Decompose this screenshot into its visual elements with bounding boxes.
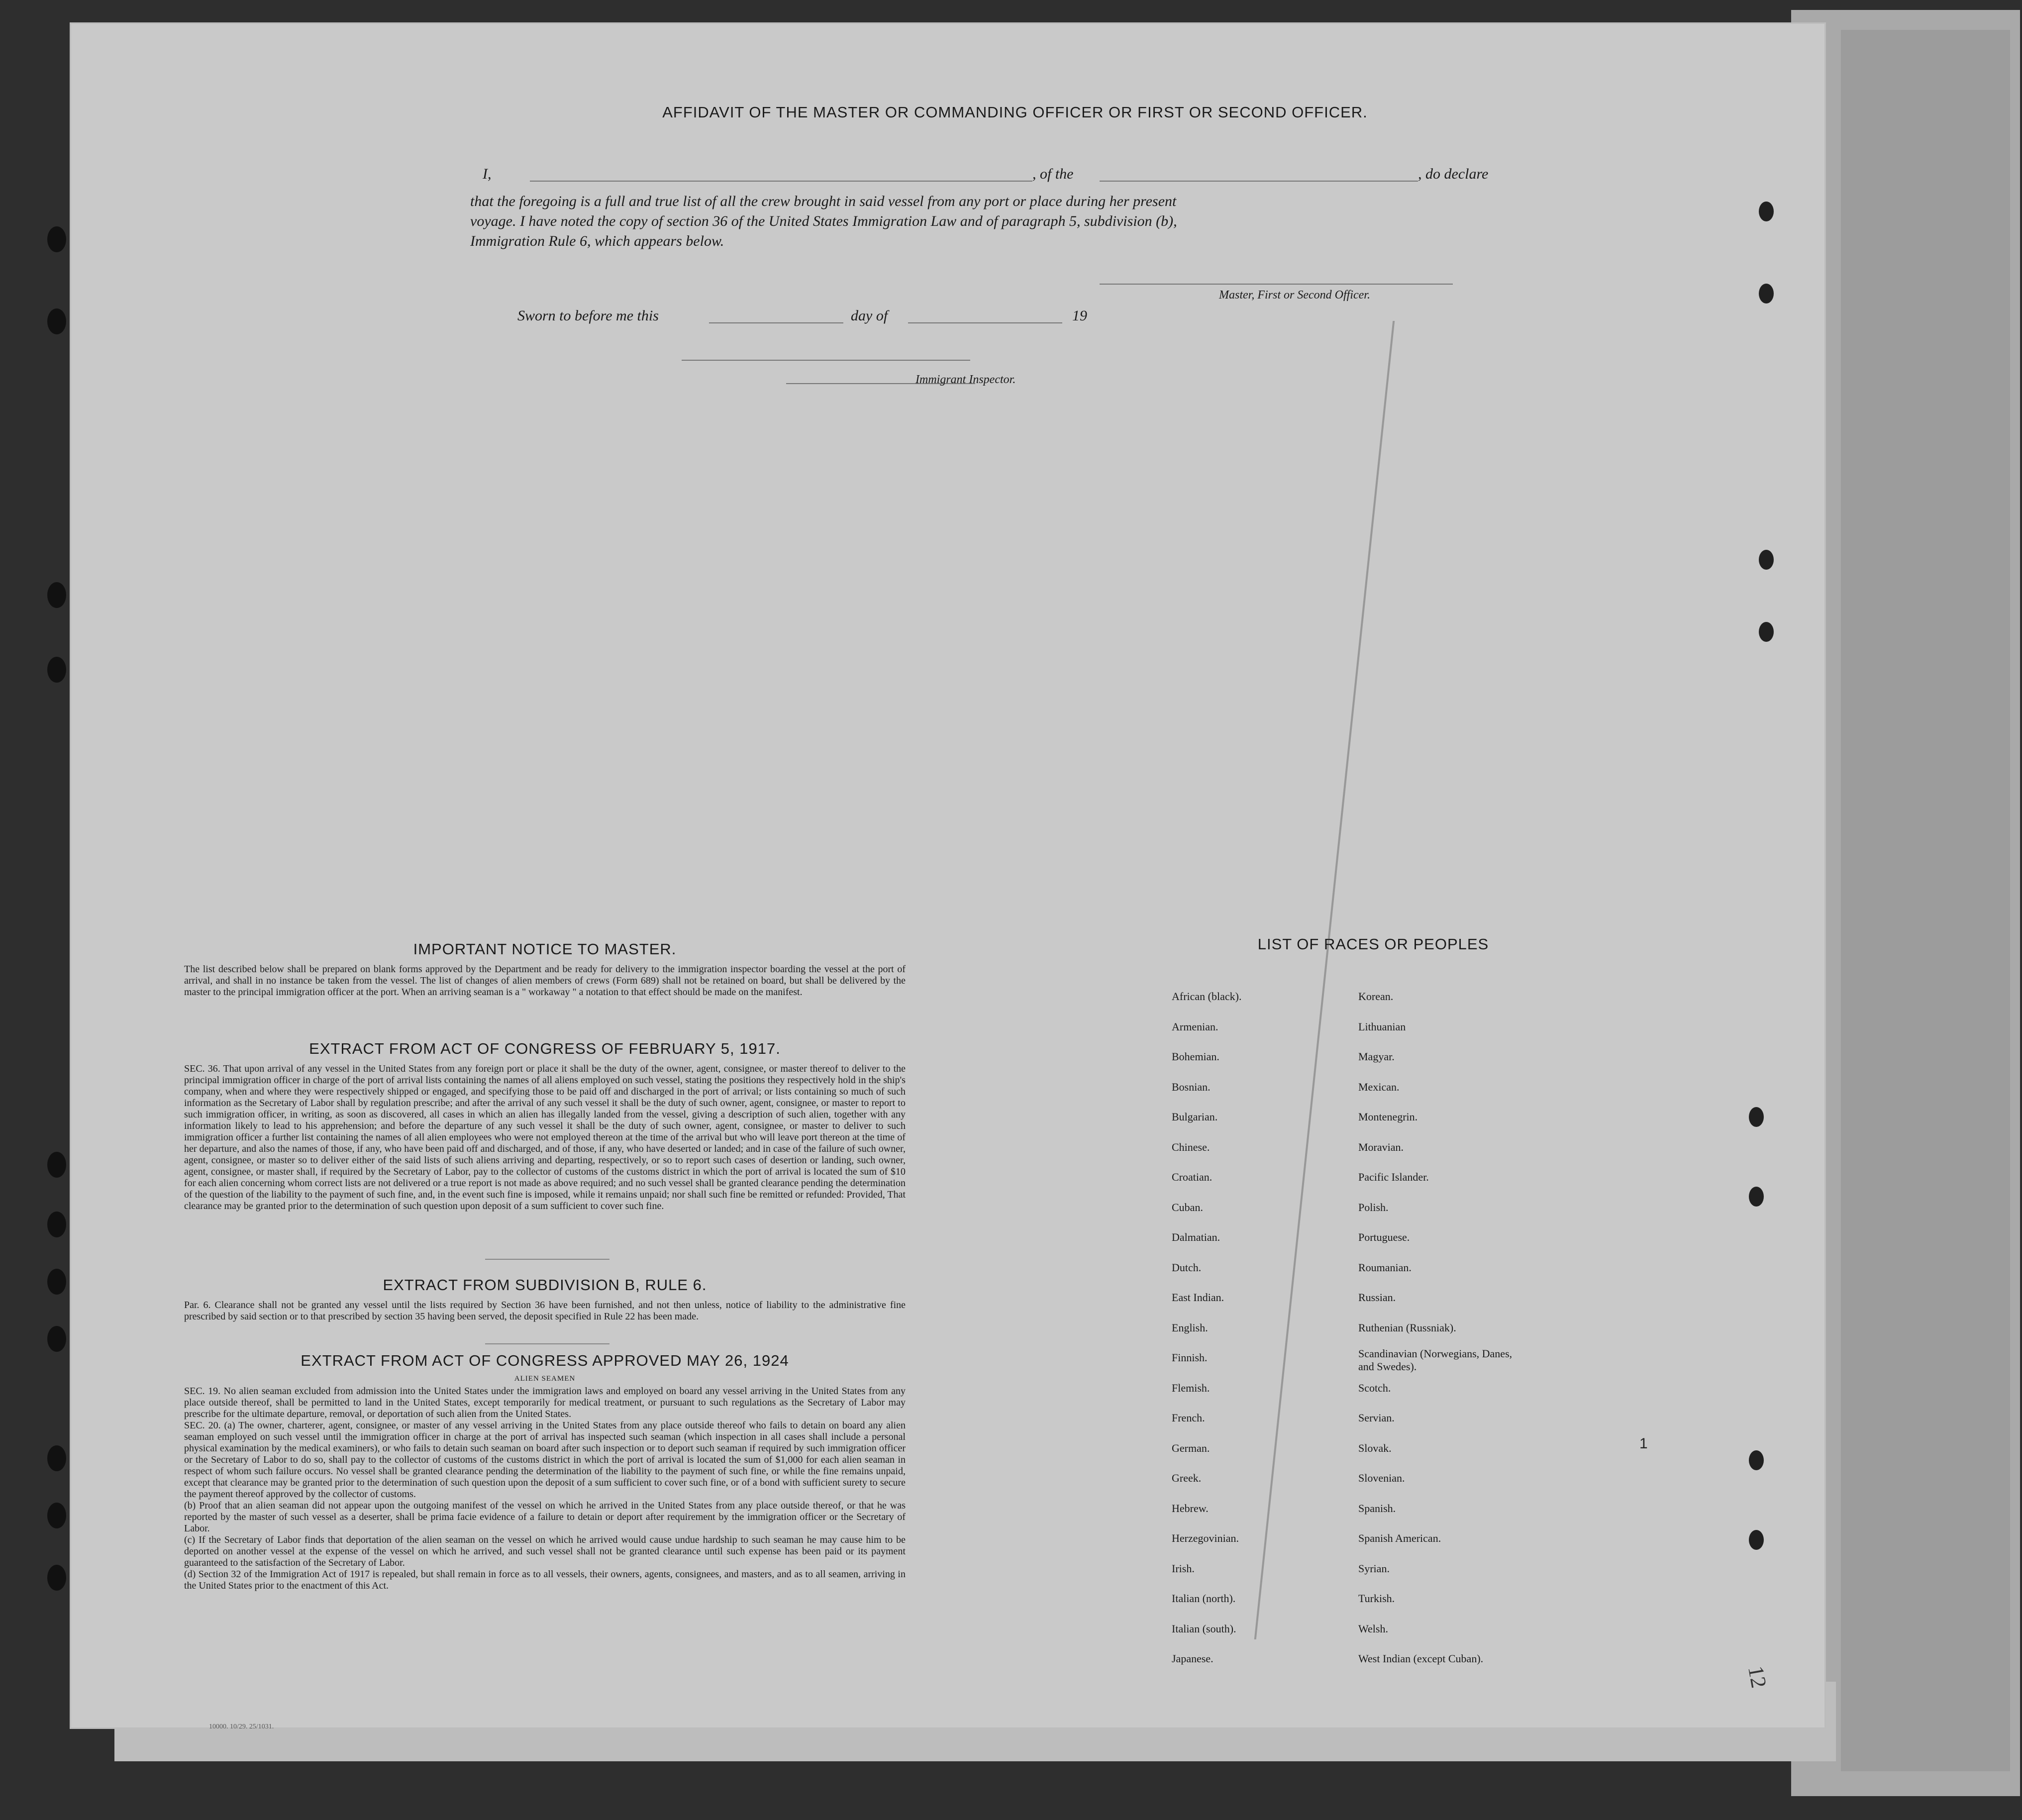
binder-hole (1759, 284, 1774, 303)
binder-hole (47, 1445, 66, 1471)
sworn-month-blank (908, 322, 1062, 323)
race-item: Russian. (1358, 1291, 1396, 1304)
race-item: Dalmatian. (1172, 1231, 1220, 1243)
binder-hole (47, 226, 66, 252)
race-item: Slovenian. (1358, 1472, 1405, 1484)
binder-hole (1749, 1107, 1764, 1127)
extract-1924-title: EXTRACT FROM ACT OF CONGRESS APPROVED MAY 26, 1924 (301, 1352, 789, 1369)
master-label: Master, First or Second Officer. (1219, 289, 1370, 302)
race-item: Moravian. (1358, 1140, 1404, 1153)
race-item: Croatian. (1172, 1171, 1213, 1183)
extract-1917-body: SEC. 36. That upon arrival of any vessel in the United States from any foreign port or place it shall be the duty of the owner, agent, consignee, or master thereof to deliver to the principal immigration officer in charge of the port of arrival lists containing the names of all aliens employed on such vessel, stating the positions they respectively hold in the ship's company, when and where they were respectively shipped or engaged, and specifying those to be paid off and discharged in the port of arrival; or lists containing so much of such information as the Secretary of Labor shall by regulation prescribe; and after the arrival of any such vessel it shall be the duty of such owner, agent, consignee, or master to report to such immigration officer, in writing, as soon as discovered, all cases in which an alien has illegally landed from the vessel, giving a description of such alien, together with any information likely to lead to his apprehension; and before the departure of any such vessel it shall be the duty of such owner, agent, consignee, or master to deliver to such immigration officer a further list containing the names of all alien employees who were not employed thereon at the time of the arrival but who will leave port thereon at the time of her departure, and also the names of those, if any, who have been paid off and discharged, and of those, if any, who have deserted or landed; and in case of the failure of such owner, agent, consignee, or master so to deliver either of the said lists of such aliens arriving and departing, respectively, or so to report such cases of desertion or landing, such owner, agent, consignee, or master shall, if required by the Secretary of Labor, pay to the collector of customs of the customs district in which the port of arrival is located the sum of $10 for each alien concerning whom correct lists are not delivered or a true report is not made as above required; and no such vessel shall be granted clearance pending the determination of the question of the liability to the payment of such fine, and, in the event such fine is imposed, while it remains unpaid; nor shall such fine be remitted or refunded: Provided, That clearance may be granted prior to the determination of such question upon deposit of a sum sufficient to cover such fine. (184, 1063, 906, 1212)
race-item: Italian (north). (1172, 1592, 1236, 1605)
race-item: Welsh. (1358, 1622, 1388, 1635)
inspector-label: Immigrant Inspector. (915, 373, 1016, 386)
race-item: Portuguese. (1358, 1231, 1410, 1243)
affidavit-i-label: I, (483, 166, 492, 182)
race-item: Syrian. (1358, 1562, 1390, 1575)
race-item: Herzegovinian. (1172, 1532, 1239, 1544)
race-item: Finnish. (1172, 1351, 1208, 1364)
race-item: Magyar. (1358, 1050, 1395, 1063)
race-item: East Indian. (1172, 1291, 1224, 1304)
race-item: English. (1172, 1321, 1208, 1334)
race-item: Mexican. (1358, 1080, 1400, 1093)
sworn-day-blank (709, 322, 843, 323)
name-blank (530, 181, 1032, 182)
race-item: Greek. (1172, 1472, 1202, 1484)
extract-1924-sec19: SEC. 19. No alien seaman excluded from admission into the United States under the immigration laws and employed on board any vessel arriving in the United States from any place outside thereof, shall be permitted to land in the United States, except temporarily for medical treatment, or pursuant to such regulations as the Secretary of Labor may prescribe for the ultimate departure, removal, or deportation of such alien from the United States. (184, 1386, 906, 1419)
affidavit-line-3: Immigration Rule 6, which appears below. (470, 233, 724, 249)
extract-1924-subtitle: ALIEN SEAMEN (514, 1375, 576, 1383)
race-item: Ruthenian (Russniak). (1358, 1321, 1456, 1334)
race-item: Bohemian. (1172, 1050, 1219, 1063)
race-item: Spanish American. (1358, 1532, 1441, 1544)
race-item: Japanese. (1172, 1652, 1213, 1665)
race-item: Armenian. (1172, 1020, 1218, 1033)
binder-hole (47, 1152, 66, 1178)
binder-hole (1759, 622, 1774, 642)
corner-mark: 1 (1639, 1435, 1648, 1452)
binder-hole (1749, 1450, 1764, 1470)
race-item: Servian. (1358, 1412, 1395, 1424)
race-item: Polish. (1358, 1201, 1389, 1213)
extract-1917-title: EXTRACT FROM ACT OF CONGRESS OF FEBRUARY 5, 1917. (309, 1040, 781, 1057)
binder-hole (1749, 1187, 1764, 1207)
extract-1924-sec20c: (c) If the Secretary of Labor finds that deportation of the alien seaman on the vessel on which he arrived would cause undue hardship to such seaman he may cause him to be deported on another vessel at the expense of the vessel on which he arrived, and such vessel shall not be granted clearance until such expense has been paid or its payment guaranteed to the satisfaction of the Secretary of Labor. (184, 1534, 906, 1568)
races-title: LIST OF RACES OR PEOPLES (1257, 935, 1489, 953)
affidavit-of-the-label: , of the (1032, 166, 1074, 182)
race-item: French. (1172, 1412, 1205, 1424)
binder-hole (1749, 1530, 1764, 1550)
race-item: West Indian (except Cuban). (1358, 1652, 1484, 1665)
race-item: Montenegrin. (1358, 1111, 1418, 1123)
race-item: Turkish. (1358, 1592, 1395, 1605)
race-item: Hebrew. (1172, 1502, 1209, 1515)
extract-1924-body (184, 1386, 906, 1592)
master-signature-line (1100, 284, 1453, 285)
sworn-label: Sworn to before me this (517, 307, 659, 324)
race-item: German. (1172, 1441, 1210, 1454)
extract-rule6-body: Par. 6. Clearance shall not be granted any vessel until the lists required by Section 36 have been furnished, and not then unless, notice of liability to the administrative fine prescribed by said section or to that prescribed by section 35 having been served, the deposit specified in Rule 22 has been made. (184, 1300, 906, 1322)
affidavit-title: AFFIDAVIT OF THE MASTER OR COMMANDING OFFICER OR FIRST OR SECOND OFFICER. (662, 103, 1368, 121)
race-item: Bosnian. (1172, 1080, 1211, 1093)
affidavit-line-1: that the foregoing is a full and true list of all the crew brought in said vessel from any port or place during her present (470, 193, 1177, 209)
vessel-blank (1100, 181, 1418, 182)
binder-hole (47, 582, 66, 608)
affidavit-line-2: voyage. I have noted the copy of section 36 of the United States Immigration Law and of paragraph 5, subdivision (b), (470, 213, 1177, 229)
binder-hole (1759, 550, 1774, 570)
binder-hole (47, 1565, 66, 1591)
race-item: Italian (south). (1172, 1622, 1236, 1635)
race-item: Spanish. (1358, 1502, 1396, 1515)
race-item: Slovak. (1358, 1441, 1392, 1454)
section-divider (485, 1259, 609, 1260)
binder-hole (47, 657, 66, 683)
section-divider (485, 1343, 609, 1344)
race-item: Irish. (1172, 1562, 1195, 1575)
underlying-page-right-2 (1841, 30, 2010, 1771)
notice-title: IMPORTANT NOTICE TO MASTER. (413, 940, 677, 958)
race-item: Pacific Islander. (1358, 1171, 1429, 1183)
extract-1924-sec20b: (b) Proof that an alien seaman did not appear upon the outgoing manifest of the vessel on which he arrived in the United States from any place outside thereof, or that he was reported by the master of such vessel as a deserter, shall be prima facie evidence of a failure to detain or deport after requirement by the immigration officer or the Secretary of Labor. (184, 1500, 906, 1534)
inspector-signature-line-1 (682, 360, 970, 361)
binder-hole (47, 1503, 66, 1528)
race-item: Scandinavian (Norwegians, Danes, and Swedes). (1358, 1347, 1513, 1373)
race-item: Lithuanian (1358, 1020, 1406, 1033)
year-label: 19 (1072, 307, 1087, 324)
race-item: Cuban. (1172, 1201, 1203, 1213)
extract-1924-sec20d: (d) Section 32 of the Immigration Act of 1917 is repealed, but shall remain in force as to all vessels, their owners, agents, consignees, and masters, and as to all seamen, arriving in the United States prior to the enactment of this Act. (184, 1569, 906, 1591)
extract-rule6-title: EXTRACT FROM SUBDIVISION B, RULE 6. (383, 1276, 707, 1294)
extract-1924-sec20a: SEC. 20. (a) The owner, charterer, agent, consignee, or master of any vessel arriving in the United States from any place outside thereof who fails to detain on board any alien seaman employed on such vessel until the immigration officer in charge at the port of arrival has inspected such seaman (which inspection in all cases shall include a personal physical examination by the medical examiners), or who fails to detain such seaman on board after such inspection or to deport such seaman if required by such immigration officer or the Secretary of Labor to do so, shall pay to the collector of customs of the customs district in which the port of arrival is located the sum of $1,000 for each alien seaman in respect of whom such failure occurs. No vessel shall be granted clearance pending the determination of the liability to the payment of such fine, or while the fine remains unpaid, except that clearance may be granted prior to the determination of such question upon the deposit of a sum sufficient to cover such fine, or of a bond with sufficient surety to secure the payment thereof approved by the collector of customs. (184, 1420, 906, 1500)
race-item: Bulgarian. (1172, 1111, 1218, 1123)
print-code: 10000. 10/29. 25/1031. (209, 1723, 274, 1730)
race-item: Flemish. (1172, 1381, 1210, 1394)
day-of-label: day of (851, 307, 888, 324)
race-item: African (black). (1172, 990, 1242, 1003)
race-item: Dutch. (1172, 1261, 1202, 1274)
race-item: Chinese. (1172, 1140, 1210, 1153)
affidavit-do-declare-label: , do declare (1418, 166, 1489, 182)
binder-hole (1759, 202, 1774, 221)
binder-hole (47, 1212, 66, 1237)
race-item: Scotch. (1358, 1381, 1391, 1394)
race-item: Roumanian. (1358, 1261, 1412, 1274)
notice-body: The list described below shall be prepared on blank forms approved by the Department and be ready for delivery to the immigration inspector boarding the vessel at the port of arrival, and shall in no instance be taken from the vessel. The list of changes of alien members of crews (Form 689) shall not be retained on board, but shall be delivered by the master to the principal immigration officer at the port. When an arriving seaman is a " workaway " a notation to that effect should be made on the manifest. (184, 964, 906, 998)
race-item: Korean. (1358, 990, 1394, 1003)
binder-hole (47, 1269, 66, 1295)
page-number-mark: 12 (1743, 1664, 1771, 1690)
binder-hole (47, 1326, 66, 1352)
manifest-page (70, 22, 1826, 1729)
binder-hole (47, 308, 66, 334)
